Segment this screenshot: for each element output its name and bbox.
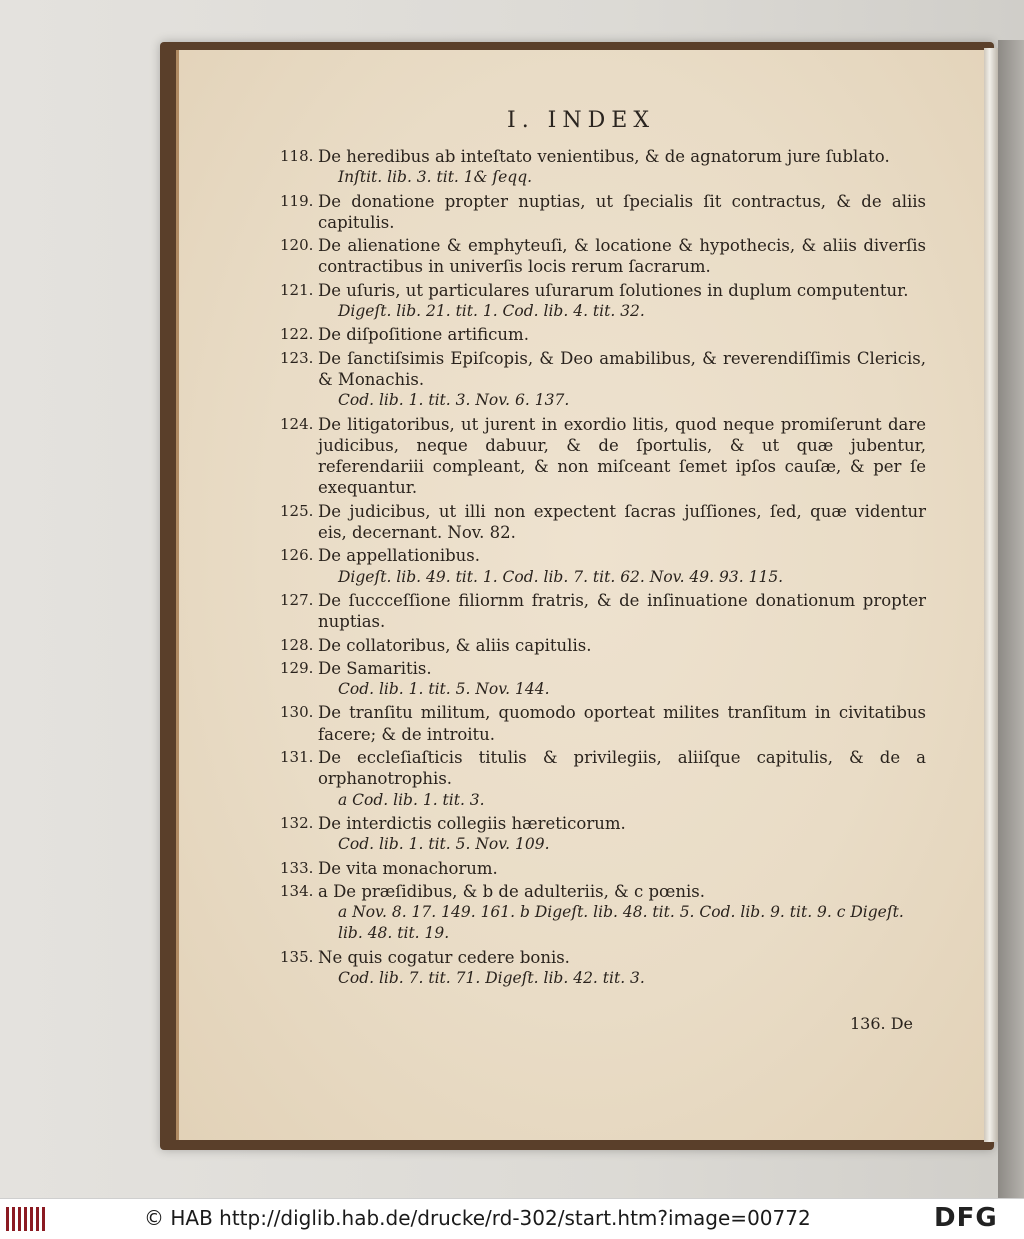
index-entry xyxy=(280,545,926,588)
entry-number: 134. xyxy=(280,881,314,900)
entry-title: De vita monachorum. xyxy=(318,858,498,878)
index-entry xyxy=(280,658,926,701)
entry-number: 124. xyxy=(280,414,314,433)
index-entry xyxy=(280,501,926,544)
index-entry xyxy=(280,702,926,745)
index-entry xyxy=(280,324,926,345)
entry-reference: Digeſt. lib. 21. tit. 1. Cod. lib. 4. tit. 32. xyxy=(338,302,645,321)
entry-number: 119. xyxy=(280,191,314,210)
entry-title: De donatione propter nuptias, ut ſpecialis ſit contractus, & de aliis capitulis. xyxy=(318,191,926,232)
entry-reference: Cod. lib. 1. tit. 5. Nov. 109. xyxy=(338,835,550,854)
entry-reference: a Cod. lib. 1. tit. 3. xyxy=(338,790,485,809)
entry-title: De tranſitu militum, quomodo oporteat milites tranſitum in civitatibus facere; & de introitu. xyxy=(318,703,926,744)
index-entry xyxy=(280,635,926,656)
entry-number: 129. xyxy=(280,658,314,677)
entry-number: 123. xyxy=(280,348,314,367)
index-entry xyxy=(280,947,926,990)
entry-reference: Cod. lib. 1. tit. 3. Nov. 6. 137. xyxy=(338,391,570,410)
index-entry xyxy=(280,590,926,633)
entry-reference: a Nov. 8. 17. 149. 161. b Digeſt. lib. 48. tit. 5. Cod. lib. 9. tit. 9. c Digeſt. lib. 48. tit. 19. xyxy=(338,903,904,943)
footer-bar xyxy=(0,1198,1024,1239)
index-entry xyxy=(280,348,926,412)
page-header: I. INDEX xyxy=(507,108,655,133)
catchword: 136. De xyxy=(850,1014,914,1033)
entry-title: De ſanctiſsimis Epiſcopis, & Deo amabilibus, & reverendiſſimis Clericis, & Monachis. xyxy=(318,348,926,389)
entry-title: De judicibus, ut illi non expectent ſacras juſſiones, ſed, quæ videntur eis, decernant. Nov. 82. xyxy=(318,501,926,543)
entry-title: De interdictis collegiis hæreticorum. xyxy=(318,813,626,833)
entry-title: De alienatione & emphyteuſi, & locatione & hypothecis, & aliis diverſis contractibus in univerſis locis rerum ſacrarum. xyxy=(318,236,926,277)
entry-reference: Inſtit. lib. 3. tit. 1& ſeqq. xyxy=(338,168,533,187)
entry-number: 135. xyxy=(280,947,314,966)
entry-number: 128. xyxy=(280,635,314,654)
entry-number: 121. xyxy=(280,280,314,299)
entry-reference: Cod. lib. 7. tit. 71. Digeſt. lib. 42. tit. 3. xyxy=(338,968,645,987)
entry-number: 122. xyxy=(280,325,314,344)
entry-title: De heredibus ab inteſtato venientibus, & de agnatorum jure ſublato. xyxy=(318,147,890,166)
index-list xyxy=(280,146,926,991)
index-entry xyxy=(280,191,926,234)
dfg-logo: DFG xyxy=(934,1203,998,1233)
entry-title: De eccleſiaſticis titulis & privilegiis, aliiſque capitulis, & de a orphanotrophis. xyxy=(318,748,926,789)
index-entry xyxy=(280,813,926,856)
entry-title: De collatoribus, & aliis capitulis. xyxy=(318,635,592,655)
entry-number: 126. xyxy=(280,546,314,565)
scanner-edge xyxy=(998,40,1024,1198)
entry-number: 132. xyxy=(280,813,314,832)
copyright-text: © HAB http://diglib.hab.de/drucke/rd-302/start.htm?image=00772 xyxy=(144,1206,811,1230)
entry-title: De uſuris, ut particulares uſurarum ſolutiones in duplum computentur. xyxy=(318,280,909,300)
entry-title: De appellationibus. xyxy=(318,546,481,566)
index-entry xyxy=(280,414,926,499)
index-entry xyxy=(280,881,926,945)
entry-title: De Samaritis. xyxy=(318,658,432,678)
entry-number: 130. xyxy=(280,703,314,722)
entry-title: Ne quis cogatur cedere bonis. xyxy=(318,947,570,967)
entry-number: 131. xyxy=(280,748,314,767)
entry-reference: Cod. lib. 1. tit. 5. Nov. 144. xyxy=(338,680,550,699)
hab-logo-icon xyxy=(6,1207,48,1231)
index-entry xyxy=(280,235,926,278)
entry-reference: Digeſt. lib. 49. tit. 1. Cod. lib. 7. tit. 62. Nov. 49. 93. 115. xyxy=(338,567,784,586)
index-entry xyxy=(280,858,926,879)
entry-title: a De præſidibus, & b de adulteriis, & c pœnis. xyxy=(318,881,705,901)
entry-number: 118. xyxy=(280,147,314,165)
entry-title: De litigatoribus, ut jurent in exordio litis, quod neque promiſerunt dare judicibus, neque dabuur, & de ſportulis, & ut quæ jubentur, referendariii compleant, & non miſceant ſemet ipſos cauſæ, & per ſe exequantur. xyxy=(318,414,926,498)
entry-title: De diſpoſitione artificum. xyxy=(318,325,529,345)
entry-number: 120. xyxy=(280,236,314,255)
entry-title: De ſuccceſſione filiornm fratris, & de inſinuatione donationum propter nuptias. xyxy=(318,590,926,632)
index-entry xyxy=(280,146,926,189)
entry-number: 125. xyxy=(280,501,314,520)
entry-number: 133. xyxy=(280,858,314,877)
index-entry xyxy=(280,747,926,811)
index-entry xyxy=(280,280,926,323)
page-edge xyxy=(984,48,998,1142)
entry-number: 127. xyxy=(280,590,314,609)
